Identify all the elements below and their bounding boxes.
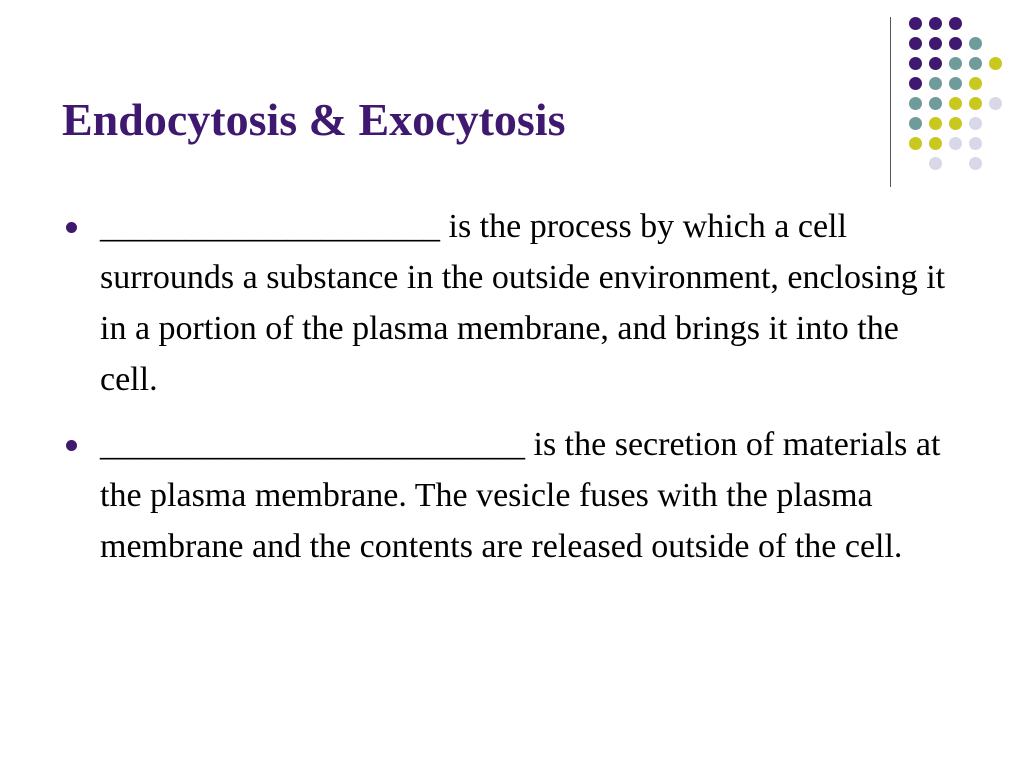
decorative-dot (949, 97, 962, 110)
decorative-dot (969, 117, 982, 130)
decorative-dot (949, 37, 962, 50)
decorative-dot (929, 77, 942, 90)
decorative-dot (929, 37, 942, 50)
decorative-dot (969, 157, 982, 170)
bullet-item-exocytosis (62, 419, 962, 572)
decorative-dot (949, 57, 962, 70)
decorative-dot (969, 97, 982, 110)
decorative-dot (909, 97, 922, 110)
decorative-dot (909, 77, 922, 90)
decorative-dot (909, 117, 922, 130)
decorative-dot (949, 117, 962, 130)
decorative-dot (989, 97, 1002, 110)
decorative-dot (909, 57, 922, 70)
bullet-dot-icon (66, 222, 77, 233)
decorative-dot (929, 117, 942, 130)
decorative-dot (969, 77, 982, 90)
decorative-dot (929, 17, 942, 30)
bullet-item-endocytosis (62, 201, 962, 405)
decorative-dot (949, 77, 962, 90)
decorative-dot (969, 57, 982, 70)
decorative-dot (969, 37, 982, 50)
decorative-dot (909, 17, 922, 30)
decorative-dot (949, 17, 962, 30)
decorative-dot (929, 137, 942, 150)
decorative-dot (909, 137, 922, 150)
bullet-text: ____________________ is the process by which a cell surrounds a substance in the outside environment, enclosing it in a portion of the plasma membrane, and brings it into the cell. (100, 208, 946, 398)
decorative-dot (929, 97, 942, 110)
slide-title: Endocytosis & Exocytosis (62, 94, 566, 145)
bullet-dot-icon (66, 440, 77, 451)
bullet-list (62, 201, 962, 586)
decorative-dot (929, 157, 942, 170)
decorative-dot (989, 57, 1002, 70)
decorative-dot (909, 37, 922, 50)
decorative-dot (949, 137, 962, 150)
title-divider-line (890, 17, 891, 187)
bullet-text: _________________________ is the secretion of materials at the plasma membrane. The vesicle fuses with the plasma membrane and the contents are released outside of the cell. (100, 426, 941, 565)
decorative-dot (929, 57, 942, 70)
decorative-dot (969, 137, 982, 150)
